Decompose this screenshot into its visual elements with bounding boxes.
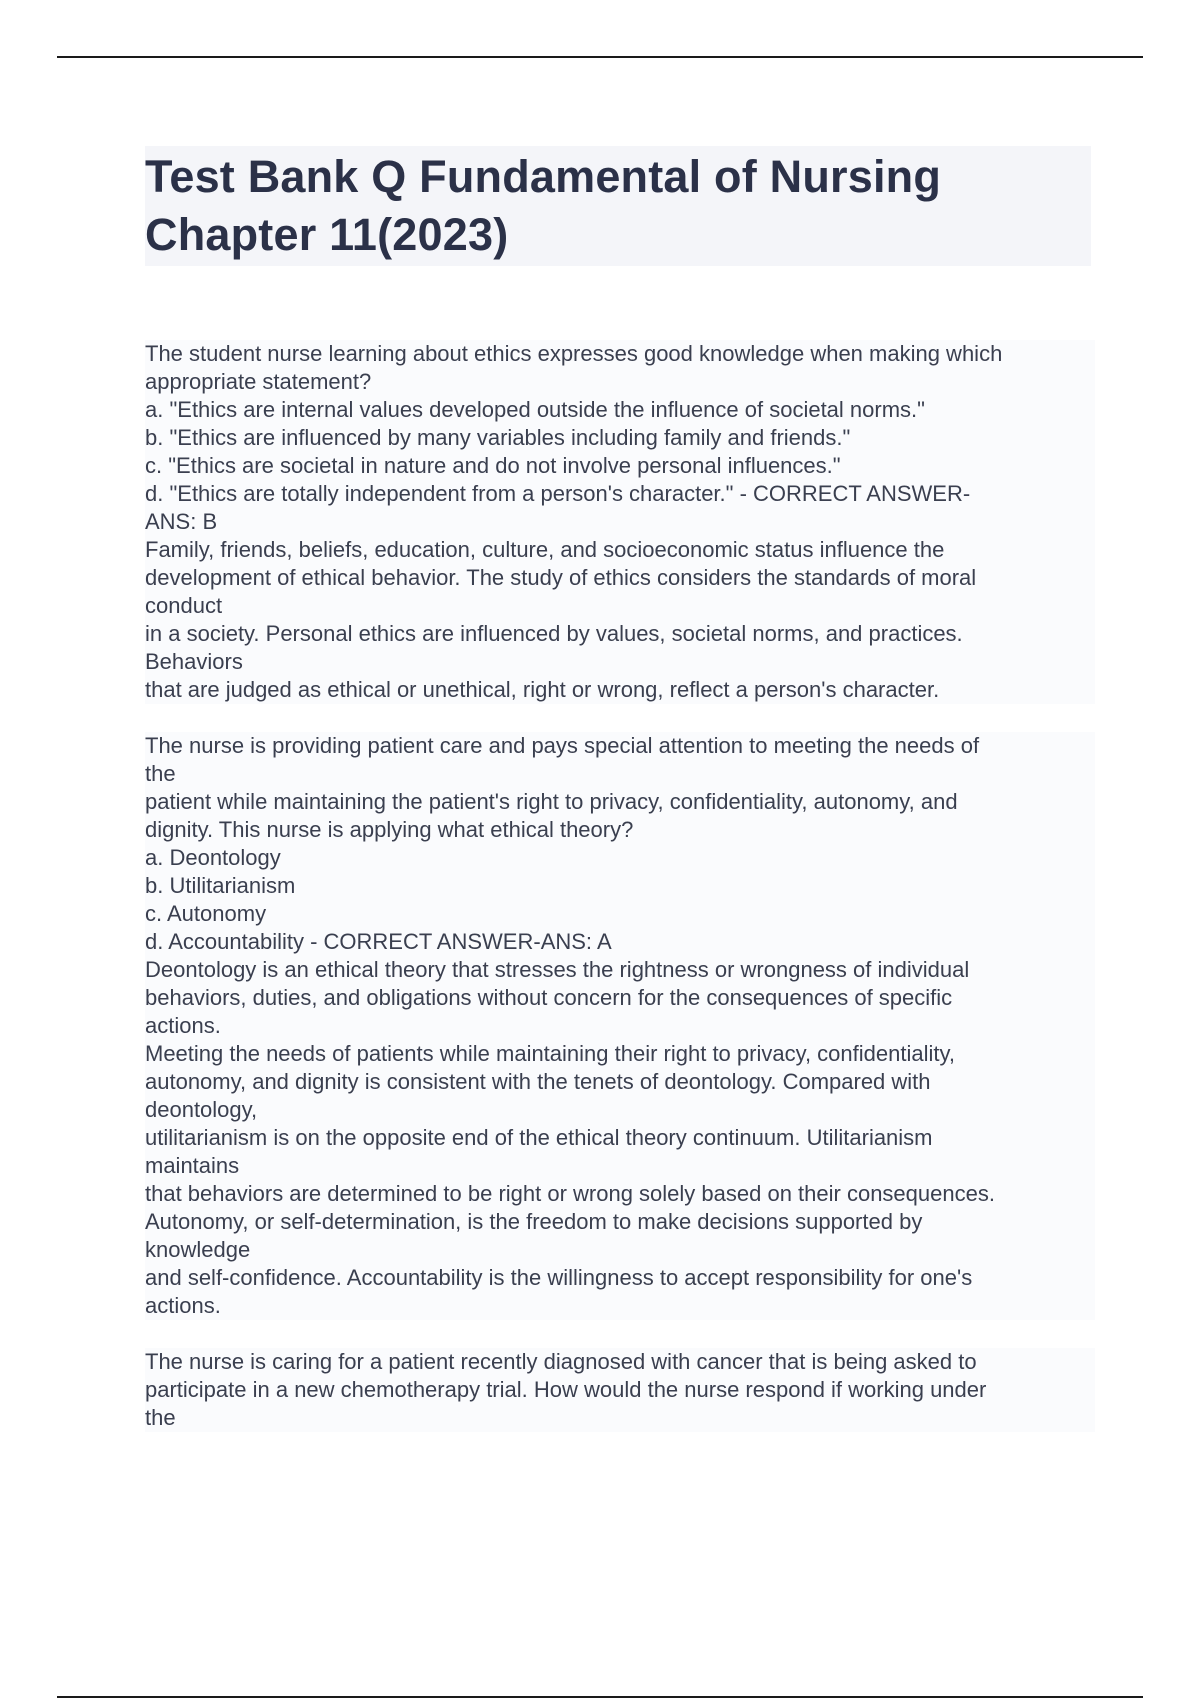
text-line: that are judged as ethical or unethical, right or wrong, reflect a person's character. <box>145 676 1095 704</box>
text-line: a. "Ethics are internal values developed outside the influence of societal norms." <box>145 396 1095 424</box>
text-line: behaviors, duties, and obligations without concern for the consequences of specific <box>145 984 1095 1012</box>
text-line: b. "Ethics are influenced by many variables including family and friends." <box>145 424 1095 452</box>
text-line: autonomy, and dignity is consistent with the tenets of deontology. Compared with <box>145 1068 1095 1096</box>
top-rule <box>57 56 1143 58</box>
text-line: participate in a new chemotherapy trial. How would the nurse respond if working under <box>145 1376 1095 1404</box>
text-line: patient while maintaining the patient's right to privacy, confidentiality, autonomy, and <box>145 788 1095 816</box>
block-gap <box>145 1320 1095 1348</box>
text-line: c. "Ethics are societal in nature and do not involve personal influences." <box>145 452 1095 480</box>
question-block <box>145 1348 1095 1432</box>
text-line: Deontology is an ethical theory that stresses the rightness or wrongness of individual <box>145 956 1095 984</box>
title-box <box>145 146 1091 266</box>
text-line: development of ethical behavior. The study of ethics considers the standards of moral <box>145 564 1095 592</box>
document-title: Test Bank Q Fundamental of Nursing Chapter 11(2023) <box>145 151 942 260</box>
text-line: deontology, <box>145 1096 1095 1124</box>
text-line: d. Accountability - CORRECT ANSWER-ANS: A <box>145 928 1095 956</box>
text-line: in a society. Personal ethics are influenced by values, societal norms, and practices. <box>145 620 1095 648</box>
text-line: actions. <box>145 1292 1095 1320</box>
text-line: utilitarianism is on the opposite end of the ethical theory continuum. Utilitarianism <box>145 1124 1095 1152</box>
document-body <box>145 340 1095 1432</box>
text-line: c. Autonomy <box>145 900 1095 928</box>
text-line: appropriate statement? <box>145 368 1095 396</box>
text-line: ANS: B <box>145 508 1095 536</box>
text-line: maintains <box>145 1152 1095 1180</box>
text-line: the <box>145 1404 1095 1432</box>
question-block <box>145 340 1095 704</box>
text-line: actions. <box>145 1012 1095 1040</box>
text-line: The student nurse learning about ethics expresses good knowledge when making which <box>145 340 1095 368</box>
text-line: a. Deontology <box>145 844 1095 872</box>
text-line: and self-confidence. Accountability is the willingness to accept responsibility for one's <box>145 1264 1095 1292</box>
bottom-rule <box>57 1696 1143 1698</box>
text-line: The nurse is caring for a patient recently diagnosed with cancer that is being asked to <box>145 1348 1095 1376</box>
text-line: knowledge <box>145 1236 1095 1264</box>
text-line: that behaviors are determined to be right or wrong solely based on their consequences. <box>145 1180 1095 1208</box>
text-line: b. Utilitarianism <box>145 872 1095 900</box>
text-line: the <box>145 760 1095 788</box>
text-line: Family, friends, beliefs, education, culture, and socioeconomic status influence the <box>145 536 1095 564</box>
text-line: conduct <box>145 592 1095 620</box>
question-block <box>145 732 1095 1320</box>
text-line: dignity. This nurse is applying what ethical theory? <box>145 816 1095 844</box>
text-line: Autonomy, or self-determination, is the freedom to make decisions supported by <box>145 1208 1095 1236</box>
text-line: The nurse is providing patient care and pays special attention to meeting the needs of <box>145 732 1095 760</box>
text-line: d. "Ethics are totally independent from a person's character." - CORRECT ANSWER- <box>145 480 1095 508</box>
block-gap <box>145 704 1095 732</box>
text-line: Meeting the needs of patients while maintaining their right to privacy, confidentiality, <box>145 1040 1095 1068</box>
text-line: Behaviors <box>145 648 1095 676</box>
